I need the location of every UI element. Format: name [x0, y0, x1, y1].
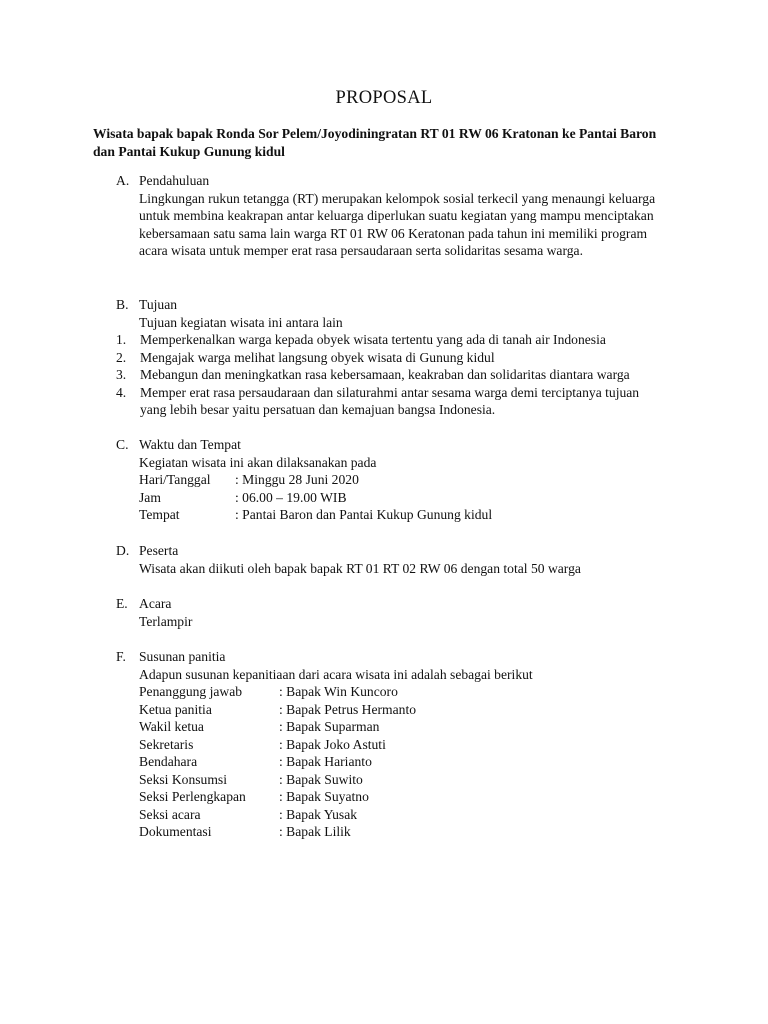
- committee-role: Seksi Perlengkapan: [139, 789, 246, 804]
- list-item-number: 2.: [116, 349, 127, 365]
- list-item: [116, 366, 686, 384]
- section-title: Tujuan: [139, 297, 178, 312]
- section-heading: [116, 648, 686, 666]
- detail-row: [139, 489, 686, 507]
- section-title: Waktu dan Tempat: [139, 437, 241, 452]
- committee-role: Seksi acara: [139, 806, 201, 822]
- list-item-number: 1.: [116, 332, 127, 347]
- goal-list: [116, 331, 686, 419]
- section-letter: E.: [116, 596, 128, 611]
- committee-role: Dokumentasi: [139, 824, 212, 839]
- section-heading: [116, 296, 686, 314]
- section-text: Wisata akan diikuti oleh bapak bapak RT 01 RT 02 RW 06 dengan total 50 warga: [139, 560, 581, 576]
- section-heading: [116, 542, 686, 560]
- section-letter: A.: [116, 173, 130, 188]
- section-letter: B.: [116, 297, 129, 312]
- section-intro: Kegiatan wisata ini akan dilaksanakan pada: [139, 454, 377, 470]
- section-letter: F.: [116, 649, 126, 664]
- committee-row: [139, 823, 686, 841]
- committee-role: Seksi Konsumsi: [139, 771, 227, 787]
- list-item-text: Memper erat rasa persaudaraan dan silaturahmi antar sesama warga demi terciptanya tujuan yang lebih besar yaitu persatuan dan kemajuan bangsa Indonesia.: [140, 384, 640, 417]
- committee-row: [139, 753, 686, 771]
- committee-row: [139, 788, 686, 806]
- list-item-text: Mebangun dan meningkatkan rasa kebersamaan, keakraban dan solidaritas diantara warga: [140, 367, 630, 382]
- detail-value: : Pantai Baron dan Pantai Kukup Gunung kidul: [235, 507, 493, 522]
- section-title: Peserta: [139, 543, 179, 558]
- list-item-number: 3.: [116, 367, 127, 382]
- list-item: [116, 349, 686, 367]
- detail-label: Hari/Tanggal: [139, 472, 211, 487]
- list-item-number: 4.: [116, 384, 127, 400]
- committee-role: Bendahara: [139, 754, 198, 769]
- section-heading: [116, 595, 686, 613]
- document-subtitle: Wisata bapak bapak Ronda Sor Pelem/Joyodiningratan RT 01 RW 06 Kratonan ke Pantai Baron dan Pantai Kukup Gunung kidul: [93, 126, 657, 159]
- section-tujuan: [116, 296, 686, 419]
- committee-row: [139, 701, 686, 719]
- committee-role: Ketua panitia: [139, 701, 212, 717]
- section-heading: [116, 172, 686, 190]
- list-item-text: Mengajak warga melihat langsung obyek wisata di Gunung kidul: [140, 349, 495, 365]
- list-item: [116, 384, 650, 419]
- committee-row: [139, 806, 686, 824]
- committee-member: : Bapak Yusak: [279, 806, 358, 822]
- committee-role: Penanggung jawab: [139, 684, 243, 699]
- list-item: [116, 331, 686, 349]
- document-title: PROPOSAL: [335, 88, 433, 108]
- committee-row: [139, 771, 686, 789]
- committee-member: : Bapak Lilik: [279, 824, 351, 839]
- section-intro: Tujuan kegiatan wisata ini antara lain: [139, 314, 343, 330]
- detail-row: [139, 471, 686, 489]
- detail-label: Tempat: [139, 507, 180, 522]
- committee-member: : Bapak Suparman: [279, 719, 380, 734]
- section-pendahuluan: [116, 172, 686, 260]
- section-paragraph: Lingkungan rukun tetangga (RT) merupakan kelompok sosial terkecil yang menaungi keluarga untuk membina keakrapan antar keluarga diperlukan suatu kegiatan yang mampu menciptakan kebersamaan satu sama lain warga RT 01 RW 06 Keratonan pada tahun ini memiliki program acara wisata untuk memper erat rasa persaudaraan serta solidaritas sesama warga.: [139, 190, 656, 258]
- section-letter: C.: [116, 437, 129, 452]
- committee-row: [139, 718, 686, 736]
- committee-row: [139, 683, 686, 701]
- section-susunan-panitia: [116, 648, 686, 841]
- section-waktu-tempat: [116, 436, 686, 524]
- detail-label: Jam: [139, 489, 161, 505]
- list-item-text: Memperkenalkan warga kepada obyek wisata tertentu yang ada di tanah air Indonesia: [140, 332, 606, 347]
- section-acara: [116, 595, 686, 630]
- section-heading: [116, 436, 686, 454]
- section-peserta: [116, 542, 686, 577]
- committee-member: : Bapak Suyatno: [279, 789, 369, 804]
- detail-row: [139, 506, 686, 524]
- committee-member: : Bapak Harianto: [279, 754, 372, 769]
- section-intro: Adapun susunan kepanitiaan dari acara wisata ini adalah sebagai berikut: [139, 666, 533, 682]
- committee-role: Sekretaris: [139, 736, 194, 752]
- section-text: Terlampir: [139, 613, 193, 629]
- committee-member: : Bapak Petrus Hermanto: [279, 701, 417, 717]
- detail-value: : 06.00 – 19.00 WIB: [235, 489, 347, 505]
- committee-member: : Bapak Joko Astuti: [279, 736, 386, 752]
- section-title: Acara: [139, 596, 172, 611]
- section-title: Pendahuluan: [139, 173, 210, 188]
- detail-value: : Minggu 28 Juni 2020: [235, 472, 359, 487]
- committee-row: [139, 736, 686, 754]
- committee-member: : Bapak Win Kuncoro: [279, 684, 398, 699]
- section-title: Susunan panitia: [139, 649, 226, 664]
- committee-member: : Bapak Suwito: [279, 771, 363, 787]
- section-letter: D.: [116, 543, 130, 558]
- committee-role: Wakil ketua: [139, 719, 204, 734]
